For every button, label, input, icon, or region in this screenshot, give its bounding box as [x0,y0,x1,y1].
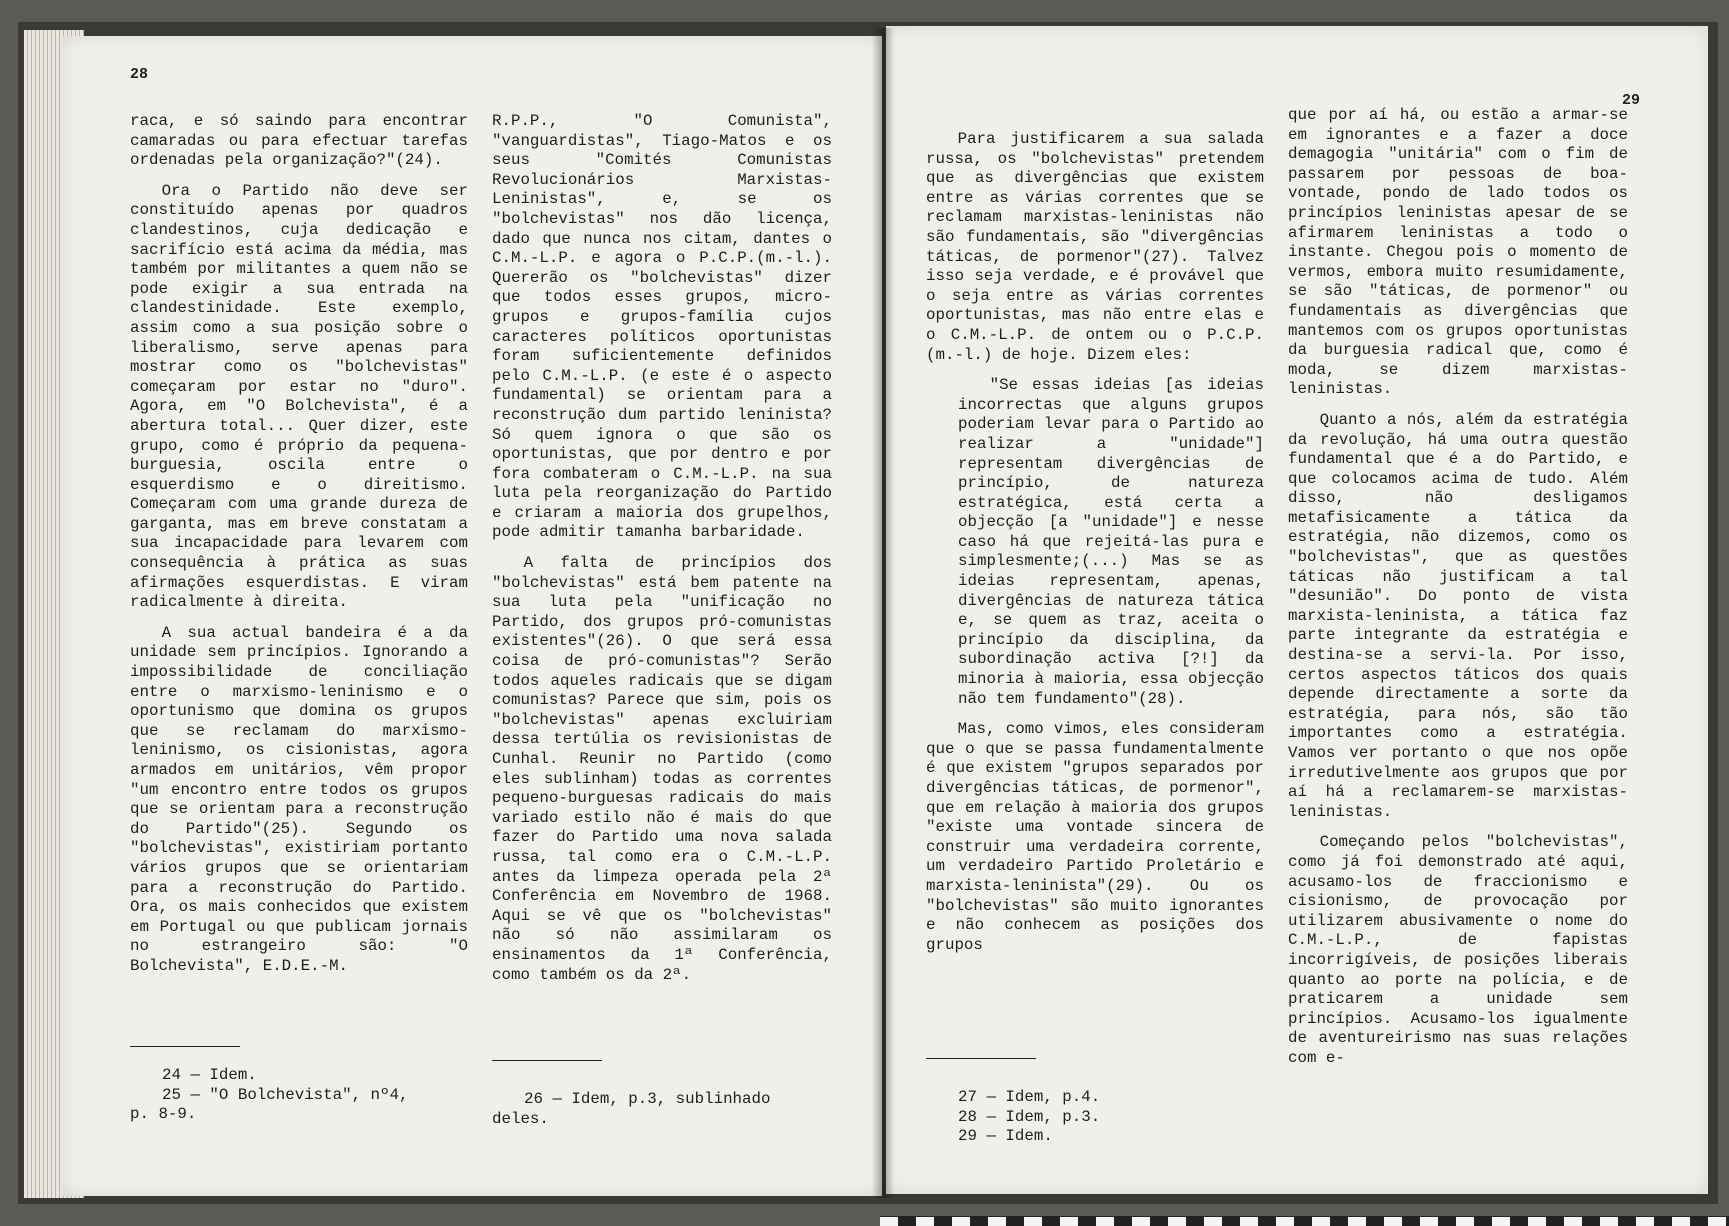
paragraph: Ora o Partido não deve ser constituído apenas por quadros clandestinos, cuja dedicação e sacrifício está acima da média, mas também por militantes a quem não se pode exigir a sua entrada na clandestinidade. Este exemplo, assim como a sua posição sobre o liberalismo, serve apenas para mostrar como os "bolchevistas" começaram por estar no "duro". Agora, em "O Bolchevista", é a abertura total... Quer dizer, este grupo, como é próprio da pequena-burguesia, oscila entre o esquerdismo e o direitismo. Começaram com uma grande dureza de garganta, mas em breve constatam a sua incapacidade para levarem com consequência à prática as suas afirmações esquerdistas. E viram radicalmente à direita. [130,181,468,612]
footnotes-left-b [492,1090,832,1129]
paragraph: Mas, como vimos, eles consideram que o que se passa fundamentalmente é que existem "grupos separados por divergências táticas, de pormenor", que em relação à maioria dos grupos "existe uma vontade sincera de construir uma verdadeira corrente, um verdadeiro Partido Proletário e marxista-leninista"(29). Ou os "bolchevistas" são muito ignorantes e não conhecem as posições dos grupos [926,720,1264,954]
footnote: 28 — Idem, p.3. [958,1107,1101,1126]
paragraph: A falta de princípios dos "bolchevistas" está bem patente na sua luta pela "unificação no Partido, dos grupos pró-comunistas existentes"(26). O que será essa coisa de pró-comunistas"? Serão todos aqueles radicais que se digam comunistas? Parece que sim, pois os "bolchevistas" apenas excluiriam dessa tertúlia os revisionistas de Cunhal. Reunir no Partido (como eles sublinham) todas as correntes pequeno-burguesas radicais do mais variado estilo não é mais do que fazer do Partido uma nova salada russa, tal como era o C.M.-L.P. antes da limpeza operada pela 2ª Conferência em Novembro de 1968. Aqui se vê que os "bolchevistas" não só não assimilaram os ensinamentos da 1ª Conferência, como também os da 2ª. [492,554,832,984]
left-column-b [492,112,832,996]
book-gutter [872,28,894,1198]
paragraph: que por aí há, ou estão a armar-se em ignorantes e a fazer a doce demagogia "unitária" com o fim de passarem por pessoas de boa-vontade, pondo de lado todos os princípios leninistas apesar de se afirmarem leninistas a todo o instante. Chegou pois o momento de vermos, embora muito resumidamente, se são "táticas, de pormenor" ou fundamentais as divergências que mantemos com os grupos oportunistas da burguesia radical que, como é moda, se dizem marxistas-leninistas. [1288,106,1628,399]
right-column-b [1288,106,1628,1080]
footnote: p. 8-9. [130,1105,197,1124]
footnote: 25 — "O Bolchevista", nº4, [162,1085,409,1104]
paragraph: raca, e só saindo para encontrar camaradas ou para efectuar tarefas ordenadas pela organização?"(24). [130,112,468,170]
footnotes-left-a [130,1066,468,1125]
right-column-a [926,130,1264,966]
paragraph: R.P.P., "O Comunista", "vanguardistas", Tiago-Matos e os seus "Comités Comunistas Revolucionários Marxistas-Leninistas", e, se os "bolchevistas" nos dão licença, dado que nunca nos citam, dantes o C.M.-L.P. e agora o P.C.P.(m.-l.). Quererão os "bolchevistas" dizer que todos esses grupos, micro-grupos e grupos-família cujos caracteres políticos oportunistas foram suficientemente definidos pelo C.M.-L.P. (e este é o aspecto fundamental) se orientam para a reconstrução dum partido leninista? Só quem ignora o que são os oportunistas, que por dentro e por fora combateram o C.M.-L.P. na sua luta pela reorganização do Partido e criaram a maioria dos grupelhos, pode admitir tamanha barbaridade. [492,112,832,542]
footnote-rule [926,1058,1036,1059]
footnote: 24 — Idem. [162,1066,257,1084]
footnote: deles. [492,1109,549,1128]
footnote: 27 — Idem, p.4. [958,1088,1101,1106]
footnote-rule [492,1060,602,1061]
page-number-left: 28 [130,66,149,83]
left-column-a [130,112,468,988]
footnote-rule [130,1046,240,1047]
right-page [886,26,1708,1194]
footnote: 29 — Idem. [958,1127,1053,1146]
page-number-right: 29 [1621,92,1640,109]
paragraph: A sua actual bandeira é a da unidade sem princípios. Ignorando a impossibilidade de conciliação entre o marxismo-leninismo e o oportunismo que domina os grupos que se reclamam do marxismo-leninismo, os cisionistas, agora armados em unitários, vêm propor "um encontro entre todos os grupos que se orientam para a reconstrução do Partido"(25). Segundo os "bolchevistas", existiriam portanto vários grupos que se orientariam para a reconstrução do Partido. Ora, os mais conhecidos que existem em Portugal ou que publicam jornais no estrangeiro são: "O Bolchevista", E.D.E.-M. [130,623,468,975]
quote-paragraph: "Se essas ideias [as ideias incorrectas que alguns grupos poderiam levar para o Partido ao realizar a "unidade"] representam divergências de princípio, de natureza estratégica, está certa a objecção [a "unidade"] e nesse caso há que rejeitá-las pura e simplesmente;(...) Mas se as ideias representam, apenas, divergências de natureza tática e, se quem as traz, aceita o princípio da disciplina, da subordinação activa [?!] da minoria à maioria, essa objecção não tem fundamento"(28). [958,376,1264,708]
paragraph: Começando pelos "bolchevistas", como já foi demonstrado até aqui, acusamo-los de fraccionismo e cisionismo, de provocação por utilizarem abusivamente o nome do C.M.-L.P., de fapistas incorrigíveis, de posições liberais quanto ao porte na polícia, e de praticarem a unidade sem princípios. Acusamo-los igualmente de aventureirismo nas suas relações com e- [1288,833,1628,1067]
footnote: 26 — Idem, p.3, sublinhado [524,1090,771,1108]
paragraph: Para justificarem a sua salada russa, os "bolchevistas" pretendem que as divergências que existem entre as várias correntes que se reclamam marxistas-leninistas não são fundamentais, são "divergências táticas, de pormenor"(27). Talvez isso seja verdade, e é provável que o seja entre as várias correntes oportunistas, mas não entre elas e o C.M.-L.P. de ontem ou o P.C.P.(m.-l.) de hoje. Dizem eles: [926,130,1264,364]
paragraph: Quanto a nós, além da estratégia da revolução, há uma outra questão fundamental que é a do Partido, e que colocamos acima de tudo. Além disso, não desligamos metafisicamente a tática da estratégia, não dizemos, como os "bolchevistas", que as questões táticas não justificam a tal "desunião". Do ponto de vista marxista-leninista, a tática faz parte integrante da estratégia e destina-se a servi-la. Por isso, certos aspectos táticos dos quais depende directamente a sorte da estratégia, para nós, são tão importantes como a estratégia. Vamos ver portanto o que nos opõe irredutivelmente aos grupos que por aí há a reclamarem-se marxistas-leninistas. [1288,410,1628,821]
footnotes-right [926,1088,1264,1147]
left-page [62,36,882,1196]
